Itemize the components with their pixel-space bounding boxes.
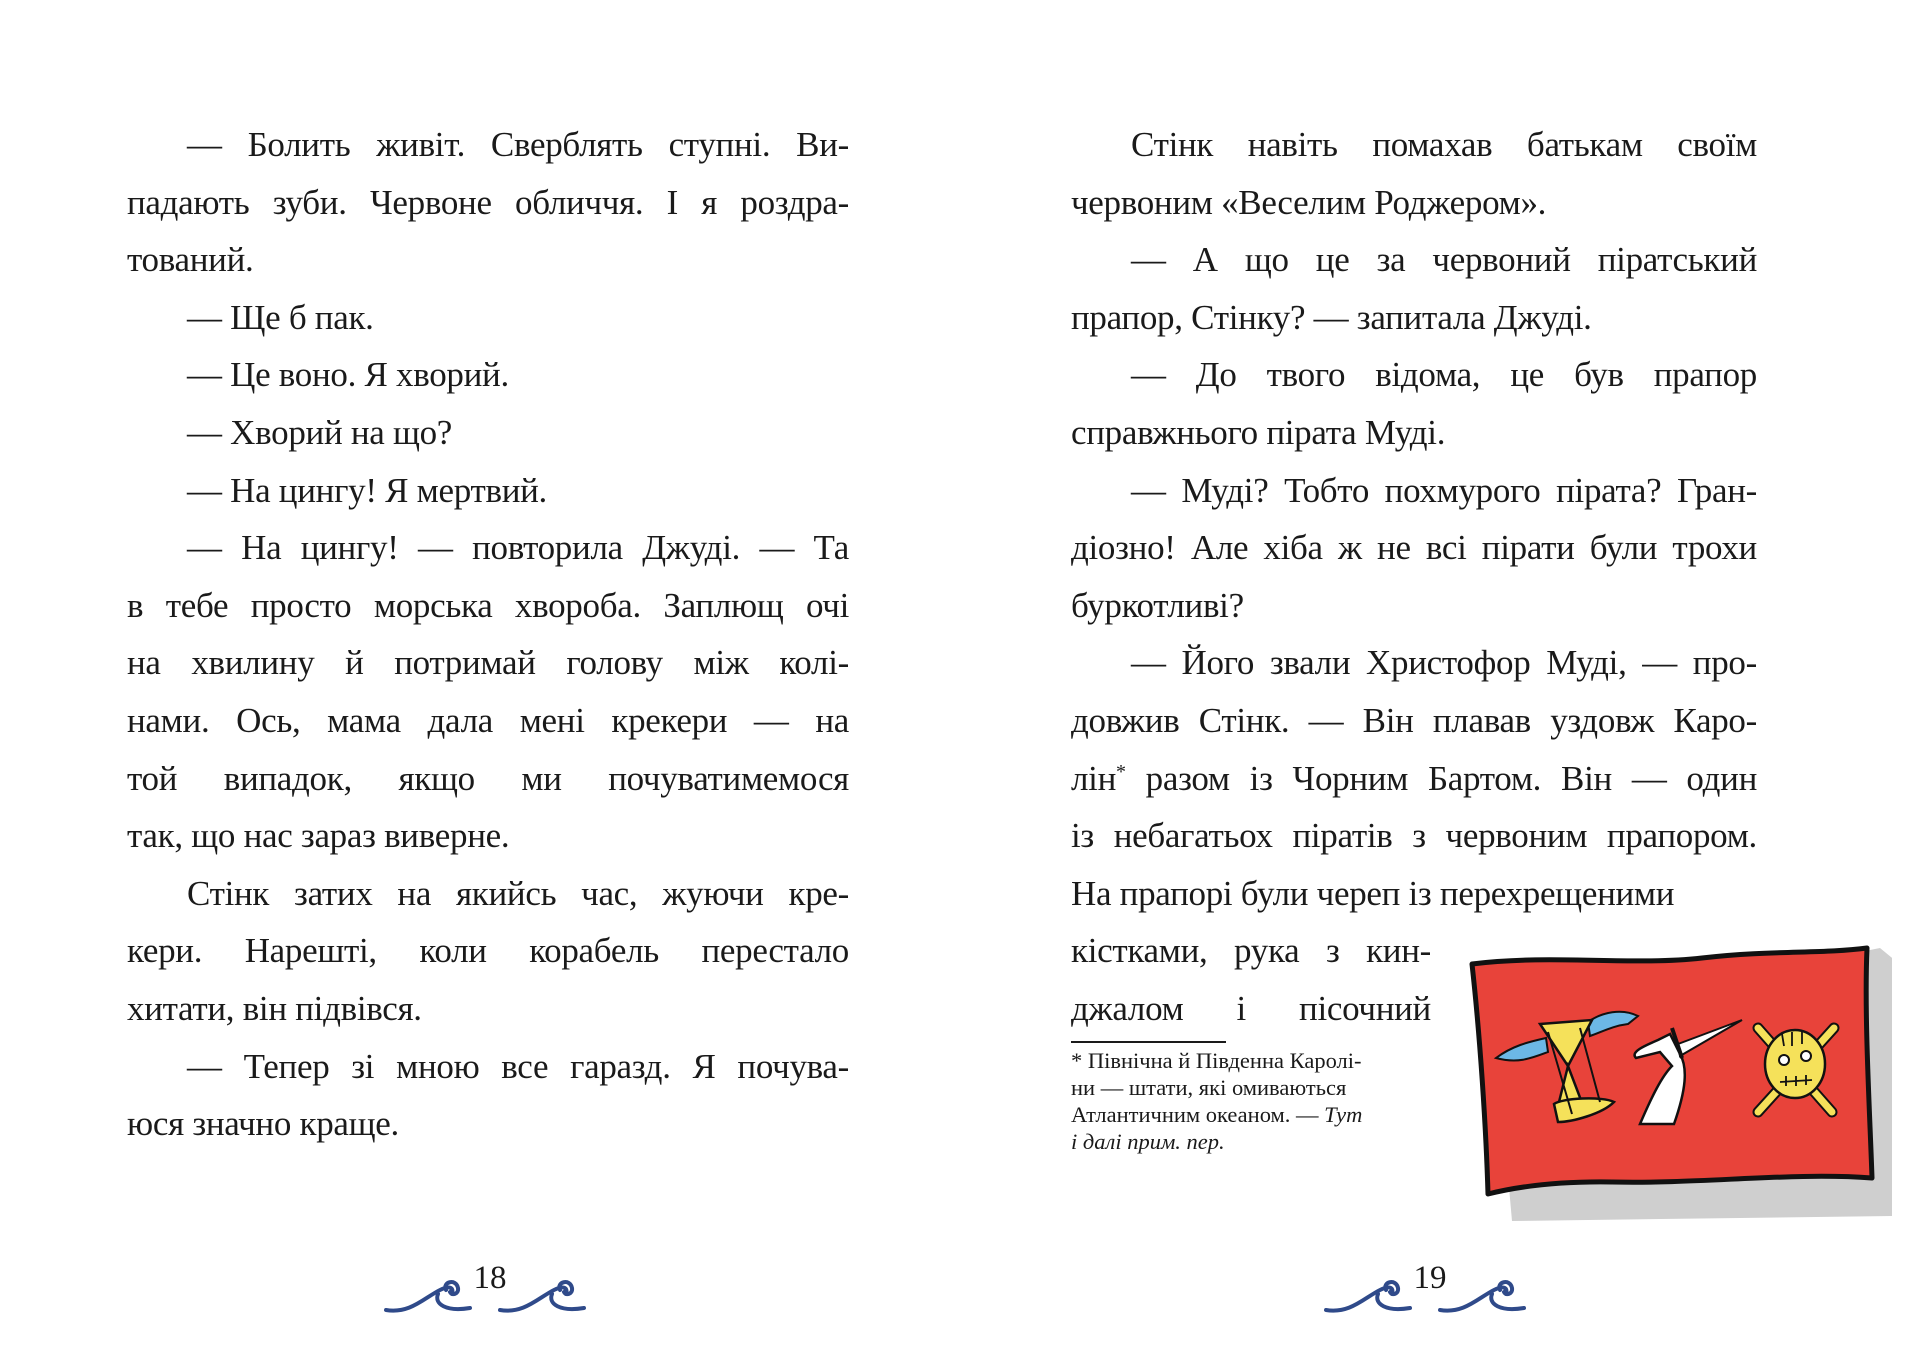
paragraph bbox=[1071, 634, 1757, 922]
page-number: 18 bbox=[473, 1260, 507, 1296]
text-line: На прапорі були череп із перехрещеними bbox=[1071, 873, 1675, 913]
paragraph bbox=[127, 519, 849, 865]
text-line: той випадок, якщо ми почуватимемося bbox=[127, 758, 849, 798]
text-line: прапор, Стінку? — запитала Джуді. bbox=[1071, 297, 1592, 337]
text-line: діозно! Але хіба ж не всі пірати були трохи bbox=[1071, 528, 1757, 568]
text-line: Стінк затих на якийсь час, жуючи кре- bbox=[187, 873, 849, 913]
text-line: довжив Стінк. — Він плавав уздовж Каро- bbox=[1071, 700, 1757, 740]
text-line: тований. bbox=[127, 240, 254, 280]
footnote-line: Атлантичним океаном. — Тут bbox=[1071, 1102, 1363, 1127]
footnote bbox=[1071, 1047, 1431, 1155]
text-line: лін* разом із Чорним Бартом. Він — один bbox=[1071, 758, 1757, 798]
paragraph bbox=[127, 404, 849, 462]
text-line: джалом і пісочний bbox=[1071, 988, 1431, 1028]
footnote-divider bbox=[1071, 1041, 1226, 1043]
text-line: — Ще б пак. bbox=[187, 297, 374, 337]
pirate-flag-illustration bbox=[1462, 936, 1892, 1226]
text-line: хитати, він підвівся. bbox=[127, 988, 422, 1028]
paragraph bbox=[127, 1038, 849, 1153]
text-line: так, що нас зараз виверне. bbox=[127, 816, 510, 856]
paragraph-wrap-around-illustration bbox=[1071, 922, 1431, 1037]
paragraph bbox=[1071, 231, 1757, 346]
text-line: — На цингу! — повторила Джуді. — Та bbox=[187, 528, 849, 568]
text-line: — Його звали Христофор Муді, — про- bbox=[1131, 643, 1757, 683]
text-line: Стінк навіть помахав батькам своїм bbox=[1131, 125, 1757, 164]
paragraph bbox=[127, 289, 849, 347]
paragraph bbox=[127, 116, 849, 289]
text-line: юся значно краще. bbox=[127, 1104, 399, 1144]
text-line: справжнього пірата Муді. bbox=[1071, 412, 1446, 452]
paragraph bbox=[127, 865, 849, 1038]
text-line: — Це воно. Я хворий. bbox=[187, 355, 509, 395]
footnote-line: * Північна й Південна Каролі- bbox=[1071, 1048, 1362, 1073]
paragraph bbox=[127, 462, 849, 520]
text-line: буркотливі? bbox=[1071, 585, 1244, 625]
paragraph bbox=[1071, 462, 1757, 635]
left-page-body bbox=[127, 116, 849, 1153]
text-line: — А що це за червоний піратський bbox=[1131, 240, 1757, 280]
footnote-line: ни — штати, які омиваються bbox=[1071, 1075, 1347, 1100]
footnote-line: і далі прим. пер. bbox=[1071, 1129, 1225, 1154]
paragraph bbox=[1071, 346, 1757, 461]
text-line: — Муді? Тобто похмурого пірата? Гран- bbox=[1131, 470, 1757, 510]
page-number: 19 bbox=[1413, 1260, 1447, 1296]
text-line: кери. Нарешті, коли корабель перестало bbox=[127, 931, 849, 971]
page-folio-left bbox=[370, 1248, 610, 1328]
text-line: на хвилину й потримай голову між колі- bbox=[127, 643, 849, 683]
text-line: червоним «Веселим Роджером». bbox=[1071, 182, 1547, 222]
text-line: нами. Ось, мама дала мені крекери — на bbox=[127, 700, 849, 740]
text-line: — Болить живіт. Сверблять ступні. Ви- bbox=[187, 125, 849, 164]
right-page bbox=[960, 0, 1920, 1366]
paragraph bbox=[127, 346, 849, 404]
text-line: падають зуби. Червоне обличчя. І я роздра- bbox=[127, 182, 849, 222]
right-page-body bbox=[1071, 116, 1757, 1038]
text-line: із небагатьох піратів з червоним прапором. bbox=[1071, 816, 1757, 856]
text-line: — Тепер зі мною все гаразд. Я почува- bbox=[187, 1046, 849, 1086]
text-line: — На цингу! Я мертвий. bbox=[187, 470, 548, 510]
text-line: кістками, рука з кин- bbox=[1071, 931, 1431, 971]
page-folio-right bbox=[1310, 1248, 1550, 1328]
paragraph bbox=[1071, 116, 1757, 231]
text-line: — До твого відома, це був прапор bbox=[1131, 355, 1757, 395]
text-line: в тебе просто морська хвороба. Заплющ очі bbox=[127, 585, 849, 625]
text-line: — Хворий на що? bbox=[187, 412, 453, 452]
